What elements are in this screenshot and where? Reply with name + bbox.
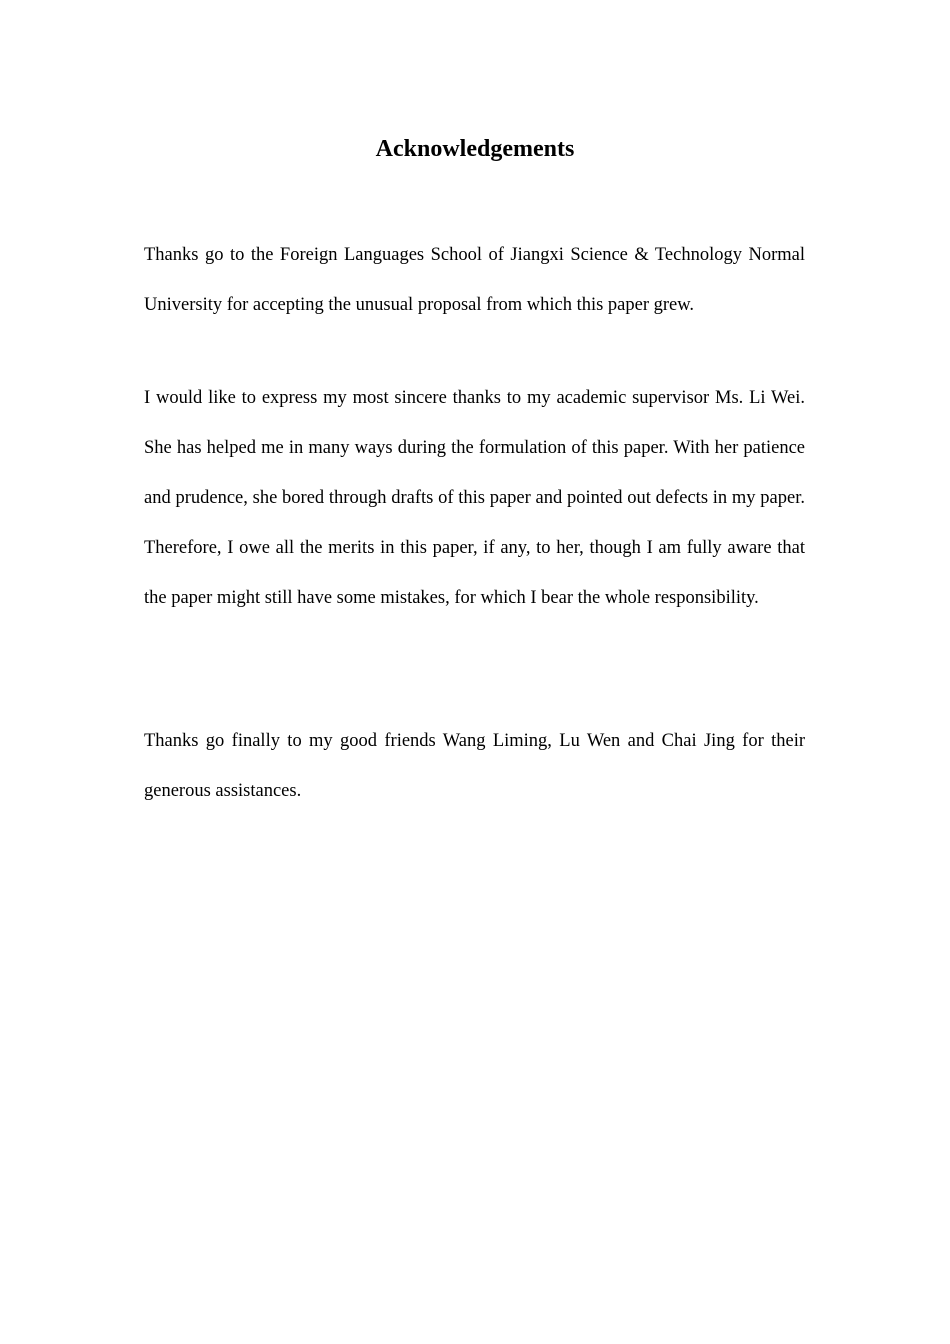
paragraph-friends-thanks: Thanks go finally to my good friends Wang Liming, Lu Wen and Chai Jing for their generous assistances. <box>144 731 805 801</box>
page-title: Acknowledgements <box>375 136 575 162</box>
paragraph-school-thanks: Thanks go to the Foreign Languages School of Jiangxi Science & Technology Normal University for accepting the unusual proposal from which this paper grew. <box>144 245 805 315</box>
paragraph-supervisor-thanks: I would like to express my most sincere thanks to my academic supervisor Ms. Li Wei. She has helped me in many ways during the formulation of this paper. With her patience and prudence, she bored through drafts of this paper and pointed out defects in my paper. Therefore, I owe all the merits in this paper, if any, to her, though I am fully aware that the paper might still have some mistakes, for which I bear the whole responsibility. <box>144 388 805 608</box>
